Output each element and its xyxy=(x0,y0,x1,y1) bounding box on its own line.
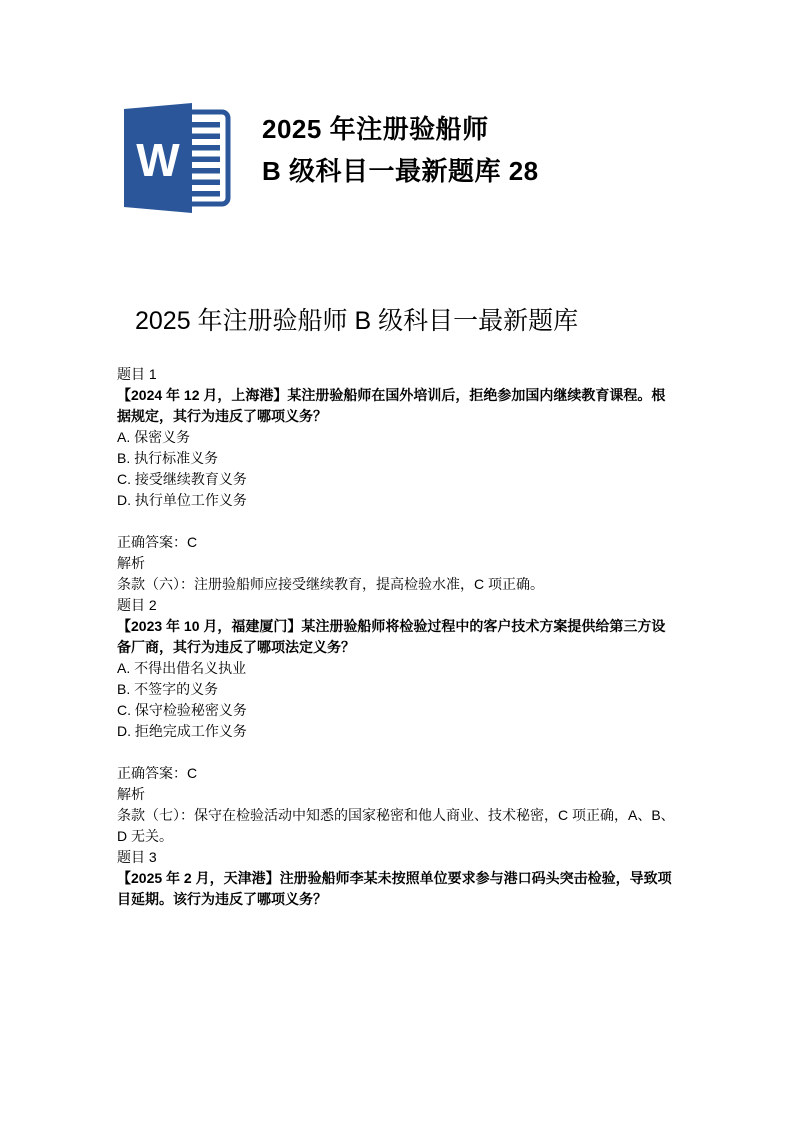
question-label: 题目 2 xyxy=(117,597,157,613)
word-icon xyxy=(124,103,232,213)
option-a: A. 不得出借名义执业 xyxy=(117,660,247,676)
option-d: D. 执行单位工作义务 xyxy=(117,492,247,508)
correct-answer: 正确答案：C xyxy=(117,534,198,550)
option-a: A. 保密义务 xyxy=(117,429,191,445)
document-heading: 2025 年注册验船师 B 级科目一最新题库 xyxy=(135,307,579,335)
option-c: C. 接受继续教育义务 xyxy=(117,471,247,487)
options-list xyxy=(117,427,678,511)
options-list xyxy=(117,658,678,742)
doc-title-line1: 2025 年注册验船师 xyxy=(262,114,489,144)
analysis-label: 解析 xyxy=(117,555,145,571)
option-b: B. 执行标准义务 xyxy=(117,450,219,466)
question-label: 题目 3 xyxy=(117,849,157,865)
question-statement: 【2023 年 10 月，福建厦门】某注册验船师将检验过程中的客户技术方案提供给第三方设备厂商，其行为违反了哪项法定义务？ xyxy=(117,618,666,655)
question-block-1 xyxy=(117,364,678,595)
question-statement: 【2024 年 12 月，上海港】某注册验船师在国外培训后，拒绝参加国内继续教育课程。根据规定，其行为违反了哪项义务？ xyxy=(117,387,666,424)
doc-title xyxy=(262,108,539,192)
question-block-3 xyxy=(117,847,678,910)
option-b: B. 不签字的义务 xyxy=(117,681,219,697)
option-d: D. 拒绝完成工作义务 xyxy=(117,723,247,739)
question-label: 题目 1 xyxy=(117,366,157,382)
question-block-2 xyxy=(117,595,678,847)
correct-answer: 正确答案：C xyxy=(117,765,198,781)
word-icon-letter: W xyxy=(136,134,180,186)
analysis-text: 条款（六）：注册验船师应接受继续教育，提高检验水准，C 项正确。 xyxy=(117,576,544,592)
option-c: C. 保守检验秘密义务 xyxy=(117,702,247,718)
analysis-text: 条款（七）：保守在检验活动中知悉的国家秘密和他人商业、技术秘密，C 项正确，A、B、D 无关。 xyxy=(117,807,675,844)
doc-title-line2: B 级科目一最新题库 28 xyxy=(262,156,539,186)
analysis-label: 解析 xyxy=(117,786,145,802)
document-body xyxy=(117,364,678,910)
question-statement: 【2025 年 2 月，天津港】注册验船师李某未按照单位要求参与港口码头突击检验，导致项目延期。该行为违反了哪项义务？ xyxy=(117,870,672,907)
